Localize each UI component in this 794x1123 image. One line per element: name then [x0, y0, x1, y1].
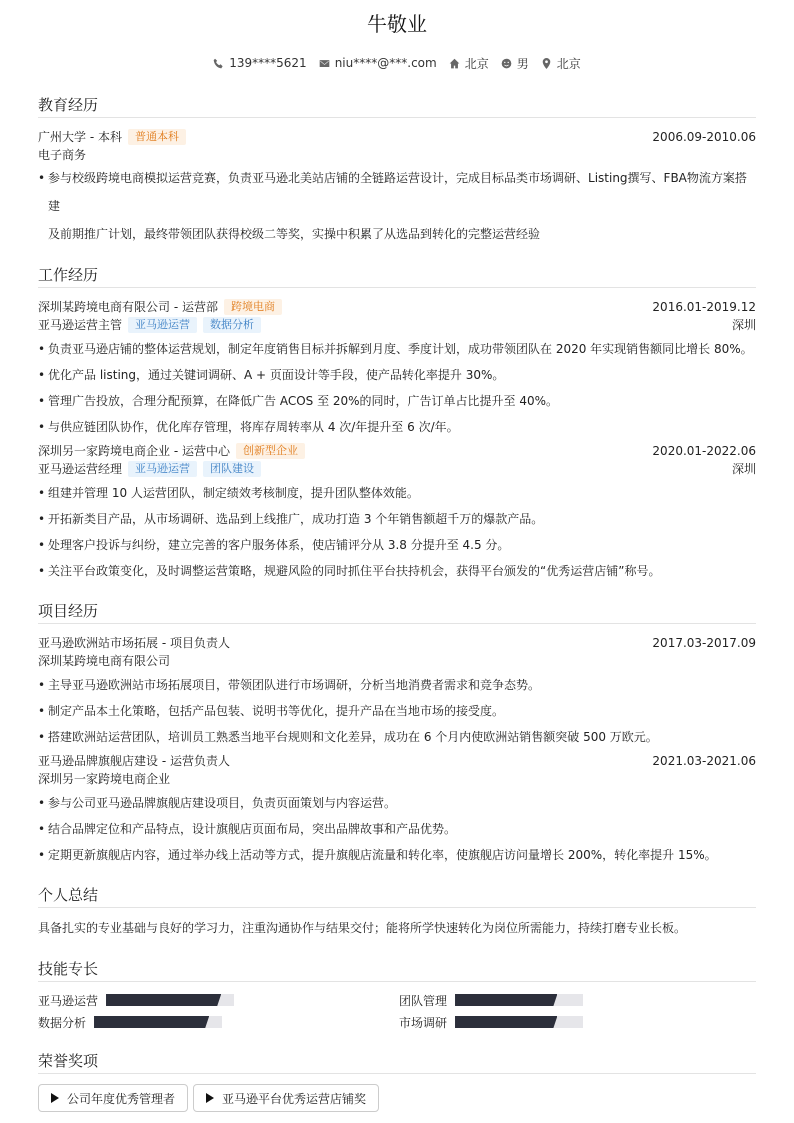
project-header: [38, 634, 756, 652]
section-title: 工作经历: [38, 264, 756, 288]
summary-text: 具备扎实的专业基础与良好的学习力，注重沟通协作与结果交付；能将所学快速转化为岗位所需能力，持续打磨专业长板。: [38, 921, 687, 935]
award-chip: [193, 1084, 379, 1112]
job-city: 深圳: [731, 462, 756, 476]
skill-tag: 亚马逊运营: [128, 461, 197, 477]
skills-section: [38, 958, 756, 1030]
phone-icon: [213, 58, 224, 69]
list-item: • 参与公司亚马逊品牌旗舰店建设项目，负责页面策划与内容运营。: [38, 790, 756, 816]
skill-name: 数据分析: [38, 1015, 87, 1030]
skill-item: [399, 1014, 756, 1030]
skill-bar: [455, 994, 583, 1006]
company-name: 深圳另一家跨境电商企业 - 运营中心: [38, 444, 230, 458]
company-tag: 创新型企业: [236, 443, 305, 459]
project-bullets: [38, 790, 756, 868]
skill-item: [38, 992, 399, 1008]
contact-phone: [213, 56, 306, 70]
project-name: 亚马逊欧洲站市场拓展 - 项目负责人: [38, 636, 230, 650]
award-name: 公司年度优秀管理者: [67, 1091, 176, 1106]
contact-gender: [501, 55, 529, 72]
skill-bar-fill: [106, 994, 221, 1006]
major: 电子商务: [38, 148, 87, 162]
job-dates: 2016.01-2019.12: [652, 300, 756, 314]
project-name: 亚马逊品牌旗舰店建设 - 运营负责人: [38, 754, 230, 768]
list-item: • 开拓新类目产品，从市场调研、选品到上线推广，成功打造 3 个年销售额超千万的爆款产品。: [38, 506, 756, 532]
section-title: 教育经历: [38, 94, 756, 118]
contact-email: [319, 56, 437, 70]
list-item: • 负责亚马逊店铺的整体运营规划，制定年度销售目标并拆解到月度、季度计划，成功带领团队在 2020 年实现销售额同比增长 80%。: [38, 336, 756, 362]
gender-text: 男: [516, 56, 529, 71]
skills-grid: [38, 992, 756, 1030]
company-name: 深圳某跨境电商有限公司 - 运营部: [38, 300, 218, 314]
contact-location: [541, 55, 581, 72]
list-item: • 搭建欧洲站运营团队，培训员工熟悉当地平台规则和文化差异，成功在 6 个月内使欧洲站销售额突破 500 万欧元。: [38, 724, 756, 750]
job-position-row: [38, 316, 756, 334]
award-chip: [38, 1084, 188, 1112]
job-dates: 2020.01-2022.06: [652, 444, 756, 458]
skill-name: 市场调研: [399, 1015, 448, 1030]
education-bullets: [38, 164, 756, 248]
job-header: [38, 442, 756, 460]
job-header: [38, 298, 756, 316]
list-item: • 定期更新旗舰店内容，通过举办线上活动等方式，提升旗舰店流量和转化率，使旗舰店访问量增长 200%，转化率提升 15%。: [38, 842, 756, 868]
education-section: [38, 94, 756, 248]
section-title: 项目经历: [38, 600, 756, 624]
home-icon: [449, 58, 460, 69]
list-item: • 关注平台政策变化，及时调整运营策略，规避风险的同时抓住平台扶持机会，获得平台颁发的“优秀运营店铺”称号。: [38, 558, 756, 584]
contact-bar: [38, 54, 756, 72]
location-text: 北京: [556, 56, 581, 71]
projects-section: [38, 600, 756, 868]
project-org: 深圳某跨境电商有限公司: [38, 654, 171, 668]
skill-bar-fill: [94, 1016, 209, 1028]
project-bullets: [38, 672, 756, 750]
list-item: • 与供应链团队协作，优化库存管理，将库存周转率从 4 次/年提升至 6 次/年。: [38, 414, 756, 440]
hometown-text: 北京: [464, 56, 489, 71]
list-item: • 优化产品 listing，通过关键词调研、A + 页面设计等手段，使产品转化率提升 30%。: [38, 362, 756, 388]
skill-name: 团队管理: [399, 993, 448, 1008]
school-name: 广州大学 - 本科: [38, 130, 122, 144]
summary-section: [38, 884, 756, 938]
job-position-row: [38, 460, 756, 478]
honors-section: [38, 1050, 756, 1112]
triangle-right-icon: [51, 1093, 59, 1103]
list-item: • 参与校级跨境电商模拟运营竞赛，负责亚马逊北美站店铺的全链路运营设计，完成目标品类市场调研、Listing撰写、FBA物流方案搭建 及前期推广计划，最终带领团队获得校级二等奖，实操中积累了从选品到转化的完整运营经验: [38, 164, 756, 248]
job-city: 深圳: [731, 318, 756, 332]
project-entry: [38, 634, 756, 750]
section-title: 荣誉奖项: [38, 1050, 756, 1074]
project-header: [38, 752, 756, 770]
list-item: • 处理客户投诉与纠纷，建立完善的客户服务体系，使店铺评分从 3.8 分提升至 4.5 分。: [38, 532, 756, 558]
skill-tag: 数据分析: [203, 317, 261, 333]
list-item: • 管理广告投放，合理分配预算，在降低广告 ACOS 至 20%的同时，广告订单占比提升至 40%。: [38, 388, 756, 414]
contact-hometown: [449, 55, 489, 72]
awards-list: [38, 1084, 756, 1112]
award-name: 亚马逊平台优秀运营店铺奖: [222, 1091, 367, 1106]
list-item: • 制定产品本土化策略，包括产品包装、说明书等优化，提升产品在当地市场的接受度。: [38, 698, 756, 724]
section-title: 技能专长: [38, 958, 756, 982]
company-tag: 跨境电商: [224, 299, 282, 315]
job-entry: [38, 442, 756, 584]
candidate-name: 牛敬业: [367, 12, 427, 36]
mail-icon: [319, 58, 330, 69]
job-position: 亚马逊运营经理: [38, 462, 123, 476]
education-dates: 2006.09-2010.06: [652, 130, 756, 144]
list-item: • 主导亚马逊欧洲站市场拓展项目，带领团队进行市场调研，分析当地消费者需求和竞争态势。: [38, 672, 756, 698]
project-dates: 2017.03-2017.09: [652, 636, 756, 650]
job-entry: [38, 298, 756, 440]
skill-tag: 团队建设: [203, 461, 261, 477]
triangle-right-icon: [206, 1093, 214, 1103]
job-bullets: [38, 480, 756, 584]
skill-tag: 亚马逊运营: [128, 317, 197, 333]
project-org: 深圳另一家跨境电商企业: [38, 772, 171, 786]
list-item: • 结合品牌定位和产品特点，设计旗舰店页面布局，突出品牌故事和产品优势。: [38, 816, 756, 842]
email-text: niu****@***.com: [334, 56, 437, 70]
job-position: 亚马逊运营主管: [38, 318, 123, 332]
skill-bar-fill: [455, 994, 557, 1006]
skill-item: [38, 1014, 399, 1030]
location-pin-icon: [541, 58, 552, 69]
skill-bar: [106, 994, 234, 1006]
work-section: [38, 264, 756, 584]
section-title: 个人总结: [38, 884, 756, 908]
job-bullets: [38, 336, 756, 440]
phone-text: 139****5621: [229, 56, 307, 70]
skill-item: [399, 992, 756, 1008]
project-dates: 2021.03-2021.06: [652, 754, 756, 768]
list-item: • 组建并管理 10 人运营团队，制定绩效考核制度，提升团队整体效能。: [38, 480, 756, 506]
skill-bar-fill: [455, 1016, 557, 1028]
skill-bar: [455, 1016, 583, 1028]
skill-name: 亚马逊运营: [38, 993, 99, 1008]
project-entry: [38, 752, 756, 868]
degree-tag: 普通本科: [128, 129, 186, 145]
face-icon: [501, 58, 512, 69]
education-header: [38, 128, 756, 146]
skill-bar: [94, 1016, 222, 1028]
